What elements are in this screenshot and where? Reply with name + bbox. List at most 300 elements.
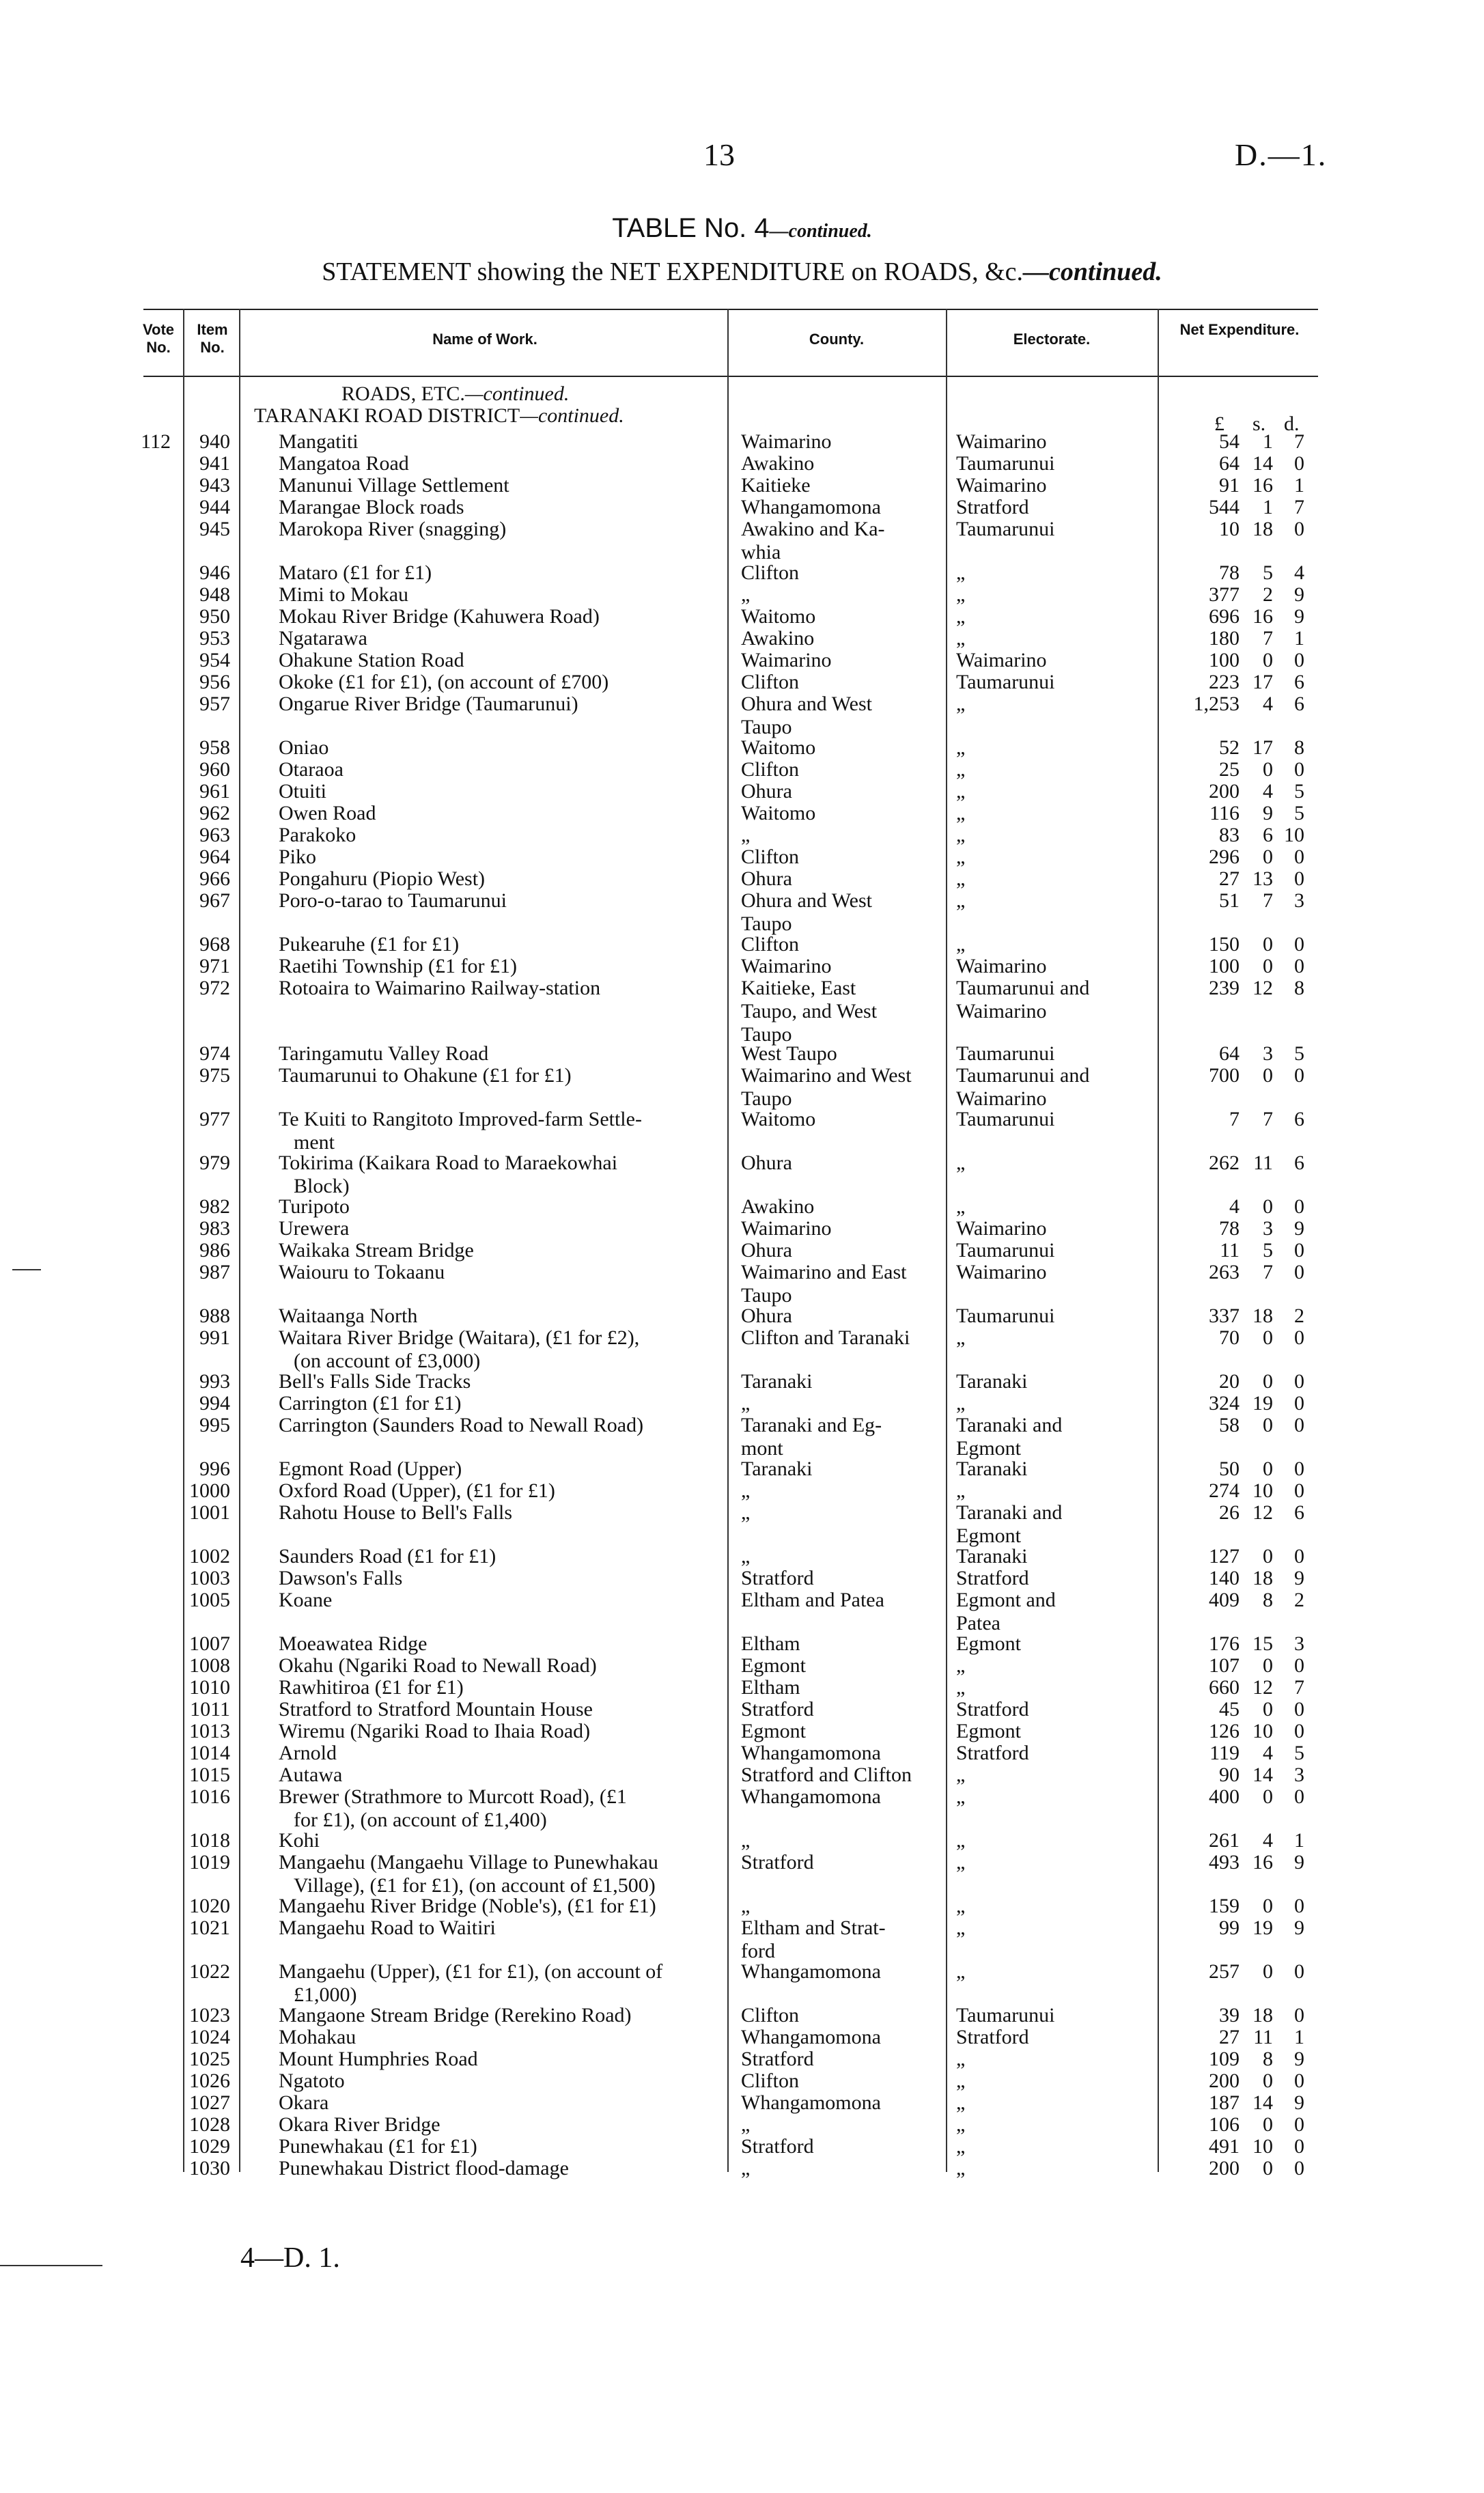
pounds: 200 xyxy=(1209,2070,1240,2092)
work-name: Owen Road xyxy=(279,802,376,824)
work-name: Raetihi Township (£1 for £1) xyxy=(279,955,517,977)
item-no: 1014 xyxy=(189,1742,230,1764)
item-no: 977 xyxy=(199,1108,230,1130)
pounds: 150 xyxy=(1209,933,1240,956)
county: West Taupo xyxy=(741,1042,837,1065)
pence: 5 xyxy=(1294,780,1304,803)
pounds: 660 xyxy=(1209,1676,1240,1699)
pence: 0 xyxy=(1294,1392,1304,1415)
work-name: Waiouru to Tokaanu xyxy=(279,1261,445,1283)
county-continued: Taupo xyxy=(741,1023,792,1046)
table-row xyxy=(0,977,1484,1046)
county: Waitomo xyxy=(741,1108,816,1130)
pounds: 262 xyxy=(1209,1152,1240,1174)
pence: 7 xyxy=(1294,430,1304,453)
pounds: 107 xyxy=(1209,1654,1240,1677)
county: Clifton xyxy=(741,2070,800,2092)
table-title-suffix: —continued. xyxy=(769,221,872,242)
pounds: 83 xyxy=(1219,824,1240,846)
item-no: 1030 xyxy=(189,2157,230,2179)
shillings: 0 xyxy=(1263,933,1273,956)
electorate: Stratford xyxy=(956,1742,1029,1764)
item-no: 1027 xyxy=(189,2091,230,2114)
item-no: 975 xyxy=(199,1064,230,1087)
shillings: 12 xyxy=(1252,977,1273,999)
table-row xyxy=(0,1742,1484,1765)
work-name: Tokirima (Kaikara Road to Maraekowhai xyxy=(279,1152,618,1174)
county-continued: Taupo xyxy=(741,1284,792,1307)
county: Taranaki xyxy=(741,1370,813,1393)
electorate: Stratford xyxy=(956,496,1029,518)
electorate: Stratford xyxy=(956,1698,1029,1721)
item-no: 994 xyxy=(199,1392,230,1415)
county: Clifton xyxy=(741,758,800,781)
item-no: 996 xyxy=(199,1458,230,1480)
table-row xyxy=(0,802,1484,825)
shillings: 0 xyxy=(1263,846,1273,868)
electorate: „ xyxy=(956,693,966,715)
electorate: „ xyxy=(956,867,966,890)
pence: 9 xyxy=(1294,1851,1304,1874)
header-vote: Vote No. xyxy=(142,321,175,356)
pounds: 187 xyxy=(1209,2091,1240,2114)
county: Stratford xyxy=(741,1851,814,1874)
work-name: Carrington (£1 for £1) xyxy=(279,1392,462,1415)
work-name: Oxford Road (Upper), (£1 for £1) xyxy=(279,1479,555,1502)
shillings: 7 xyxy=(1263,889,1273,912)
table-row xyxy=(0,758,1484,781)
item-no: 948 xyxy=(199,583,230,606)
section-heading-roads xyxy=(341,382,569,406)
table-row xyxy=(0,1479,1484,1503)
pence: 6 xyxy=(1294,1501,1304,1524)
work-name: Parakoko xyxy=(279,824,356,846)
item-no: 1002 xyxy=(189,1545,230,1568)
shillings: 0 xyxy=(1263,1785,1273,1808)
electorate: „ xyxy=(956,1654,966,1677)
shillings: 0 xyxy=(1263,2157,1273,2179)
work-name: Ngatoto xyxy=(279,2070,345,2092)
county: Whangamomona xyxy=(741,1742,881,1764)
work-name: Ohakune Station Road xyxy=(279,649,464,671)
county: Whangamomona xyxy=(741,1960,881,1983)
shillings: 18 xyxy=(1252,518,1273,540)
county: Waitomo xyxy=(741,605,816,628)
shillings: 16 xyxy=(1252,474,1273,497)
table-row xyxy=(0,2135,1484,2158)
pence: 1 xyxy=(1294,1829,1304,1852)
pence: 5 xyxy=(1294,1042,1304,1065)
pounds: 39 xyxy=(1219,2004,1240,2027)
work-name: Waitara River Bridge (Waitara), (£1 for £2), xyxy=(279,1326,640,1349)
pence: 0 xyxy=(1294,1960,1304,1983)
shillings: 14 xyxy=(1252,1764,1273,1786)
pence: 0 xyxy=(1294,1654,1304,1677)
item-no: 1016 xyxy=(189,1785,230,1808)
pounds: 223 xyxy=(1209,671,1240,693)
county: Awakino xyxy=(741,627,815,650)
section-roads-text: ROADS, ETC. xyxy=(341,382,465,405)
pounds: 274 xyxy=(1209,1479,1240,1502)
county: Ohura xyxy=(741,1239,792,1262)
shillings: 15 xyxy=(1252,1632,1273,1655)
pence: 0 xyxy=(1294,1545,1304,1568)
table-row xyxy=(0,1829,1484,1852)
table-row xyxy=(0,1785,1484,1831)
county: Ohura xyxy=(741,867,792,890)
pounds: 400 xyxy=(1209,1785,1240,1808)
shillings: 16 xyxy=(1252,605,1273,628)
work-name: Okara River Bridge xyxy=(279,2113,440,2136)
work-name: Mimi to Mokau xyxy=(279,583,409,606)
pounds: 257 xyxy=(1209,1960,1240,1983)
work-name: Te Kuiti to Rangitoto Improved-farm Settle- xyxy=(279,1108,642,1130)
table-row xyxy=(0,736,1484,760)
electorate: „ xyxy=(956,605,966,628)
item-no: 1003 xyxy=(189,1567,230,1589)
electorate: Taumarunui xyxy=(956,1042,1055,1065)
page-number: 13 xyxy=(703,137,735,172)
work-name: Rawhitiroa (£1 for £1) xyxy=(279,1676,464,1699)
electorate: „ xyxy=(956,1917,966,1939)
item-no: 988 xyxy=(199,1305,230,1327)
section-heading-district xyxy=(254,404,624,428)
electorate: „ xyxy=(956,561,966,584)
pounds: 109 xyxy=(1209,2048,1240,2070)
item-no: 960 xyxy=(199,758,230,781)
table-row xyxy=(0,693,1484,738)
pence: 6 xyxy=(1294,671,1304,693)
table-row xyxy=(0,1392,1484,1415)
work-name: Moeawatea Ridge xyxy=(279,1632,428,1655)
shillings: 1 xyxy=(1263,496,1273,518)
pence: 9 xyxy=(1294,1567,1304,1589)
electorate: „ xyxy=(956,1392,966,1415)
pounds: 54 xyxy=(1219,430,1240,453)
shillings: 16 xyxy=(1252,1851,1273,1874)
pounds: 64 xyxy=(1219,452,1240,475)
electorate: Waimarino xyxy=(956,1261,1047,1283)
shillings: 0 xyxy=(1263,2070,1273,2092)
work-name: Waitaanga North xyxy=(279,1305,418,1327)
electorate-continued: Waimarino xyxy=(956,1000,1047,1022)
shillings: 0 xyxy=(1263,1960,1273,1983)
pence: 9 xyxy=(1294,2091,1304,2114)
section-district-text: TARANAKI ROAD DISTRICT xyxy=(254,404,520,427)
work-name: Oniao xyxy=(279,736,329,759)
pounds: 239 xyxy=(1209,977,1240,999)
electorate: Taumarunui xyxy=(956,671,1055,693)
table-row xyxy=(0,1305,1484,1328)
county: Whangamomona xyxy=(741,1785,881,1808)
work-name: Ongarue River Bridge (Taumarunui) xyxy=(279,693,578,715)
table-row xyxy=(0,1698,1484,1721)
county: „ xyxy=(741,2113,751,2136)
shillings: 2 xyxy=(1263,583,1273,606)
item-no: 995 xyxy=(199,1414,230,1436)
table-row xyxy=(0,2070,1484,2093)
electorate: Waimarino xyxy=(956,430,1047,453)
pence: 0 xyxy=(1294,1195,1304,1218)
item-no: 1022 xyxy=(189,1960,230,1983)
work-name: Punewhakau (£1 for £1) xyxy=(279,2135,477,2158)
work-name: Mohakau xyxy=(279,2026,356,2048)
pounds: 27 xyxy=(1219,867,1240,890)
pounds: 45 xyxy=(1219,1698,1240,1721)
county: Ohura xyxy=(741,1152,792,1174)
shillings: 3 xyxy=(1263,1042,1273,1065)
work-name: Mangatoa Road xyxy=(279,452,409,475)
county: Egmont xyxy=(741,1654,806,1677)
table-row xyxy=(0,1917,1484,1962)
electorate: Taumarunui and xyxy=(956,977,1090,999)
table-row xyxy=(0,1720,1484,1743)
pence: 4 xyxy=(1294,561,1304,584)
item-no: 1023 xyxy=(189,2004,230,2027)
electorate: Taranaki xyxy=(956,1545,1028,1568)
table-row xyxy=(0,1108,1484,1154)
table-row xyxy=(0,955,1484,978)
pounds: 377 xyxy=(1209,583,1240,606)
work-name: Marokopa River (snagging) xyxy=(279,518,507,540)
county: Ohura and West xyxy=(741,889,872,912)
pence: 0 xyxy=(1294,1895,1304,1917)
table-row xyxy=(0,1239,1484,1262)
item-no: 950 xyxy=(199,605,230,628)
county: Stratford xyxy=(741,1567,814,1589)
electorate: „ xyxy=(956,1479,966,1502)
item-no: 1028 xyxy=(189,2113,230,2136)
item-no: 1024 xyxy=(189,2026,230,2048)
electorate: Egmont xyxy=(956,1720,1021,1742)
county: Awakino xyxy=(741,1195,815,1218)
pounds: 100 xyxy=(1209,649,1240,671)
pence: 9 xyxy=(1294,1217,1304,1240)
shillings: 3 xyxy=(1263,1217,1273,1240)
electorate-continued: Patea xyxy=(956,1612,1000,1634)
pounds: 91 xyxy=(1219,474,1240,497)
electorate: „ xyxy=(956,1829,966,1852)
county: „ xyxy=(741,1829,751,1852)
work-name: Koane xyxy=(279,1589,333,1611)
county: Clifton xyxy=(741,846,800,868)
item-no: 971 xyxy=(199,955,230,977)
pence-header: d. xyxy=(1284,413,1300,435)
pounds: 51 xyxy=(1219,889,1240,912)
county: Clifton and Taranaki xyxy=(741,1326,910,1349)
pounds: 126 xyxy=(1209,1720,1240,1742)
electorate: Taranaki xyxy=(956,1370,1028,1393)
county: Awakino xyxy=(741,452,815,475)
pence: 5 xyxy=(1294,1742,1304,1764)
shillings: 0 xyxy=(1263,1195,1273,1218)
header-top-rule xyxy=(143,309,1318,310)
item-no: 967 xyxy=(199,889,230,912)
item-no: 941 xyxy=(199,452,230,475)
shillings: 13 xyxy=(1252,867,1273,890)
shillings: 0 xyxy=(1263,2113,1273,2136)
shillings-header: s. xyxy=(1252,413,1266,435)
pence: 0 xyxy=(1294,846,1304,868)
pence: 7 xyxy=(1294,1676,1304,1699)
county: Waimarino xyxy=(741,430,832,453)
county: Waimarino xyxy=(741,649,832,671)
work-name: Bell's Falls Side Tracks xyxy=(279,1370,471,1393)
electorate: Taumarunui xyxy=(956,1239,1055,1262)
pence: 7 xyxy=(1294,496,1304,518)
work-name-continued: £1,000) xyxy=(294,1983,357,2006)
county: Eltham and Patea xyxy=(741,1589,884,1611)
electorate: „ xyxy=(956,1851,966,1874)
electorate: „ xyxy=(956,583,966,606)
pence: 6 xyxy=(1294,1152,1304,1174)
pence: 2 xyxy=(1294,1305,1304,1327)
county: Ohura xyxy=(741,780,792,803)
pounds: 159 xyxy=(1209,1895,1240,1917)
item-no: 986 xyxy=(199,1239,230,1262)
shillings: 4 xyxy=(1263,1829,1273,1852)
header-county: County. xyxy=(809,331,865,348)
pounds: 100 xyxy=(1209,955,1240,977)
county-continued: whia xyxy=(741,541,781,563)
work-name: Okahu (Ngariki Road to Newall Road) xyxy=(279,1654,597,1677)
table-row xyxy=(0,583,1484,607)
shillings: 9 xyxy=(1263,802,1273,824)
county: Eltham xyxy=(741,1676,800,1699)
pounds: 296 xyxy=(1209,846,1240,868)
item-no: 944 xyxy=(199,496,230,518)
table-row xyxy=(0,1589,1484,1634)
county: Eltham xyxy=(741,1632,800,1655)
page-reference: D.—1. xyxy=(1235,137,1328,172)
pence: 0 xyxy=(1294,1326,1304,1349)
margin-rule xyxy=(0,2265,102,2266)
item-no: 966 xyxy=(199,867,230,890)
item-no: 964 xyxy=(199,846,230,868)
item-no: 954 xyxy=(199,649,230,671)
pence: 0 xyxy=(1294,1458,1304,1480)
item-no: 1001 xyxy=(189,1501,230,1524)
pence: 1 xyxy=(1294,2026,1304,2048)
work-name: Piko xyxy=(279,846,317,868)
pence: 9 xyxy=(1294,1917,1304,1939)
item-no: 974 xyxy=(199,1042,230,1065)
pounds: 25 xyxy=(1219,758,1240,781)
shillings: 17 xyxy=(1252,736,1273,759)
table-row xyxy=(0,1567,1484,1590)
pounds: 544 xyxy=(1209,496,1240,518)
header-bottom-rule xyxy=(143,376,1318,377)
county: Clifton xyxy=(741,2004,800,2027)
work-name-continued: for £1), (on account of £1,400) xyxy=(294,1809,547,1831)
statement-suffix: —continued. xyxy=(1023,257,1162,286)
table-row xyxy=(0,2048,1484,2071)
work-name: Taringamutu Valley Road xyxy=(279,1042,489,1065)
shillings: 5 xyxy=(1263,561,1273,584)
work-name: Mataro (£1 for £1) xyxy=(279,561,432,584)
pence: 8 xyxy=(1294,977,1304,999)
work-name: Otaraoa xyxy=(279,758,344,781)
work-name: Brewer (Strathmore to Murcott Road), (£1 xyxy=(279,1785,627,1808)
pounds: 50 xyxy=(1219,1458,1240,1480)
shillings: 1 xyxy=(1263,430,1273,453)
table-row xyxy=(0,649,1484,672)
electorate: „ xyxy=(956,2091,966,2114)
item-no: 1008 xyxy=(189,1654,230,1677)
table-row xyxy=(0,1370,1484,1393)
electorate: „ xyxy=(956,2070,966,2092)
electorate: „ xyxy=(956,627,966,650)
electorate: Egmont xyxy=(956,1632,1021,1655)
shillings: 7 xyxy=(1263,1261,1273,1283)
item-no: 1000 xyxy=(189,1479,230,1502)
shillings: 0 xyxy=(1263,1895,1273,1917)
pence: 0 xyxy=(1294,2135,1304,2158)
table-row xyxy=(0,1960,1484,2006)
electorate: „ xyxy=(956,1195,966,1218)
work-name: Wiremu (Ngariki Road to Ihaia Road) xyxy=(279,1720,591,1742)
item-no: 958 xyxy=(199,736,230,759)
header-item: Item No. xyxy=(197,321,228,356)
work-name: Mangaehu (Upper), (£1 for £1), (on account of xyxy=(279,1960,663,1983)
county: Ohura and West xyxy=(741,693,872,715)
pounds: 696 xyxy=(1209,605,1240,628)
county: „ xyxy=(741,1479,751,1502)
electorate: „ xyxy=(956,1895,966,1917)
work-name-continued: Block) xyxy=(294,1175,350,1197)
pence: 9 xyxy=(1294,583,1304,606)
work-name: Saunders Road (£1 for £1) xyxy=(279,1545,496,1568)
county: Stratford xyxy=(741,2135,814,2158)
pence: 6 xyxy=(1294,1108,1304,1130)
pence: 0 xyxy=(1294,1698,1304,1721)
electorate: „ xyxy=(956,2113,966,2136)
pence: 0 xyxy=(1294,649,1304,671)
work-name: Okara xyxy=(279,2091,329,2114)
electorate: Waimarino xyxy=(956,649,1047,671)
shillings: 18 xyxy=(1252,1305,1273,1327)
county: Clifton xyxy=(741,561,800,584)
table-row xyxy=(0,1261,1484,1307)
county: „ xyxy=(741,1392,751,1415)
pence: 9 xyxy=(1294,2048,1304,2070)
table-row xyxy=(0,1217,1484,1240)
item-no: 972 xyxy=(199,977,230,999)
county: Egmont xyxy=(741,1720,806,1742)
electorate: „ xyxy=(956,1785,966,1808)
pence: 0 xyxy=(1294,1720,1304,1742)
electorate: Taumarunui and xyxy=(956,1064,1090,1087)
item-no: 1005 xyxy=(189,1589,230,1611)
table-row xyxy=(0,1851,1484,1897)
electorate: „ xyxy=(956,802,966,824)
table-row xyxy=(0,474,1484,497)
work-name: Mount Humphries Road xyxy=(279,2048,478,2070)
county: Waimarino xyxy=(741,955,832,977)
electorate: „ xyxy=(956,780,966,803)
shillings: 0 xyxy=(1263,1414,1273,1436)
table-row xyxy=(0,452,1484,475)
electorate: „ xyxy=(956,2048,966,2070)
pence: 0 xyxy=(1294,955,1304,977)
shillings: 12 xyxy=(1252,1676,1273,1699)
county: Clifton xyxy=(741,933,800,956)
shillings: 0 xyxy=(1263,1654,1273,1677)
shillings: 0 xyxy=(1263,1370,1273,1393)
shillings: 0 xyxy=(1263,1064,1273,1087)
table-row xyxy=(0,780,1484,803)
county: „ xyxy=(741,1501,751,1524)
